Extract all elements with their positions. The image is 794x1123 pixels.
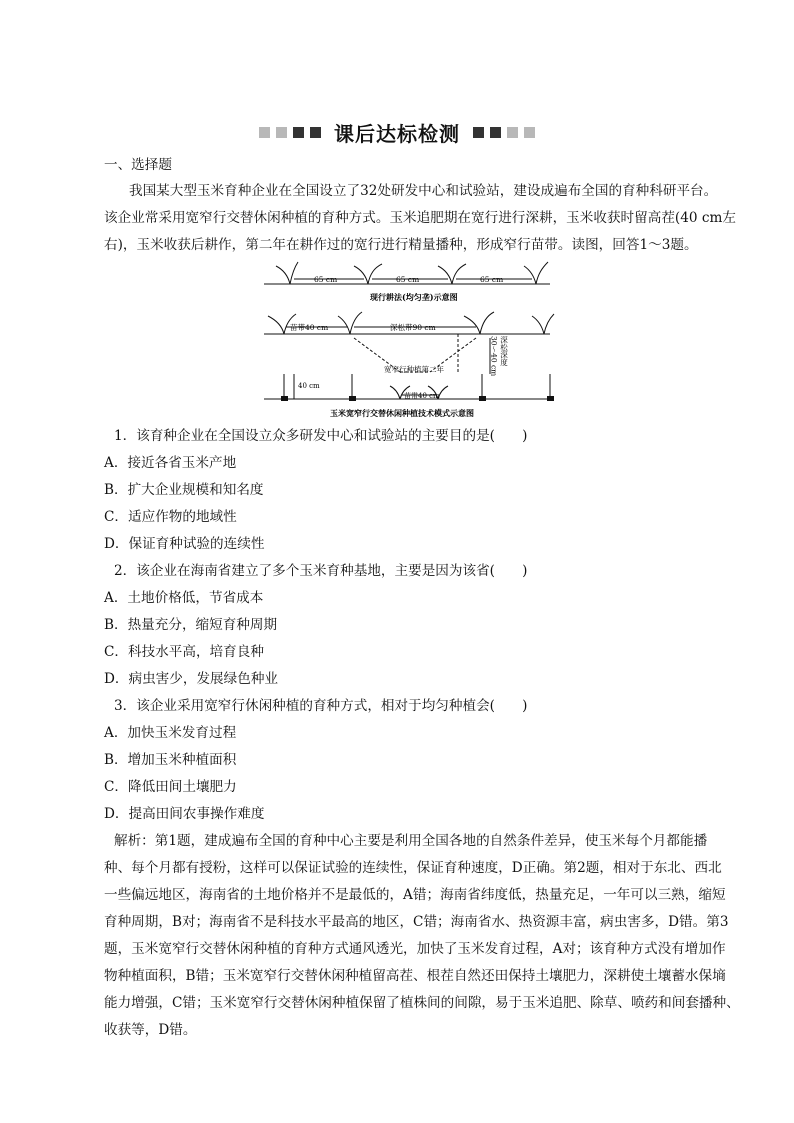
decor-square-icon — [524, 127, 535, 138]
decor-square-icon — [507, 127, 518, 138]
analysis-line: 解析：第1题，建成遍布全国的育种中心主要是利用全国各地的自然条件差异，使玉米每个月都能播 — [114, 833, 708, 849]
top-caption: 现行耕法(均匀垄)示意图 — [370, 292, 458, 302]
option-c: C．降低田间土壤肥力 — [104, 779, 237, 795]
depth-value-label: 30～40 cm — [489, 336, 499, 377]
dim-label: 65 cm — [480, 275, 504, 284]
dim-label: 65 cm — [396, 275, 420, 284]
analysis-line: 收获等，D错。 — [104, 1022, 197, 1038]
analysis-line: 能力增强，C错；玉米宽窄行交替休闲种植保留了植株间的间隙，易于玉米追肥、除草、喷药和间套播种、 — [104, 995, 740, 1011]
stubble-label: 40 cm — [298, 382, 320, 390]
question-stem: 3．该企业采用宽窄行休闲种植的育种方式，相对于均匀种植会( ) — [114, 698, 528, 714]
decor-square-icon — [310, 127, 321, 138]
option-d: D．病虫害少，发展绿色种业 — [104, 671, 279, 687]
decor-square-icon — [293, 127, 304, 138]
decor-square-icon — [259, 127, 270, 138]
option-d: D．提高田间农事操作难度 — [104, 806, 265, 822]
bottom-miaodai-label: 苗带40 cm — [404, 392, 440, 400]
option-b: B．增加玉米种植面积 — [104, 752, 237, 768]
analysis-line: 一些偏远地区，海南省的土地价格并不是最低的，A错；海南省纬度低，热量充足，一年可以三熟，缩短 — [104, 887, 726, 903]
decor-square-icon — [276, 127, 287, 138]
option-b: B．扩大企业规模和知名度 — [104, 482, 264, 498]
intro-line: 右)，玉米收获后耕作，第二年在耕作过的宽行进行精量播种，形成窄行苗带。读图，回答1～3题。 — [104, 237, 698, 253]
analysis-line: 题，玉米宽窄行交替休闲种植的育种方式通风透光，加快了玉米发育过程，A对；该育种方式没有增加作 — [104, 941, 726, 957]
corn-plant-icon — [338, 312, 362, 334]
corn-plant-icon — [532, 314, 554, 334]
option-c: C．科技水平高，培育良种 — [104, 644, 264, 660]
option-d: D．保证育种试验的连续性 — [104, 536, 265, 552]
question-stem: 2．该企业在海南省建立了多个玉米育种基地，主要是因为该省( ) — [114, 563, 528, 579]
miaodai-label: 苗带40 cm — [290, 323, 329, 332]
corn-plant-icon — [438, 264, 466, 284]
option-c: C．适应作物的地域性 — [104, 509, 237, 525]
corn-plant-icon — [524, 262, 548, 284]
next-year-label: 宽窄行种植第二年 — [384, 365, 444, 374]
page-title: 课后达标检测 — [334, 121, 460, 146]
option-a: A．接近各省玉米产地 — [104, 455, 237, 471]
option-a: A．加快玉米发育过程 — [104, 725, 237, 741]
option-a: A．土地价格低，节省成本 — [104, 590, 264, 606]
intro-line: 该企业常采用宽窄行交替休闲种植的育种方式。玉米追肥期在宽行进行深耕，玉米收获时留高茬(40 cm左 — [104, 210, 736, 226]
analysis-line: 种、每个月都有授粉，这样可以保证试验的连续性，保证育种速度，D正确。第2题，相对于东北、西北 — [104, 860, 722, 876]
corn-plant-icon — [464, 312, 494, 334]
bottom-caption: 玉米宽窄行交替休闲种植技术模式示意图 — [330, 408, 474, 418]
corn-plant-icon — [354, 264, 382, 284]
shensong-label: 深松带90 cm — [390, 323, 436, 332]
analysis-line: 育种周期，B对；海南省不是科技水平最高的地区，C错；海南省水、热资源丰富，病虫害多，D错。第3 — [104, 914, 729, 930]
dim-label: 65 cm — [314, 275, 338, 284]
title-bar — [0, 118, 794, 146]
question-stem: 1．该育种企业在全国设立众多研发中心和试验站的主要目的是( ) — [114, 428, 528, 444]
section-heading: 一、选择题 — [104, 157, 172, 173]
corn-planting-diagram — [258, 258, 558, 420]
depth-label: 深松深度 — [499, 336, 509, 366]
decor-square-icon — [490, 127, 501, 138]
decor-square-icon — [473, 127, 484, 138]
analysis-line: 物种植面积，B错；玉米宽窄行交替休闲种植留高茬、根茬自然还田保持土壤肥力，深耕使土壤蓄水保墒 — [104, 968, 726, 984]
intro-line: 我国某大型玉米育种企业在全国设立了32处研发中心和试验站，建设成遍布全国的育种科研平台。 — [129, 183, 718, 199]
option-b: B．热量充分，缩短育种周期 — [104, 617, 278, 633]
corn-plant-icon — [276, 262, 298, 284]
